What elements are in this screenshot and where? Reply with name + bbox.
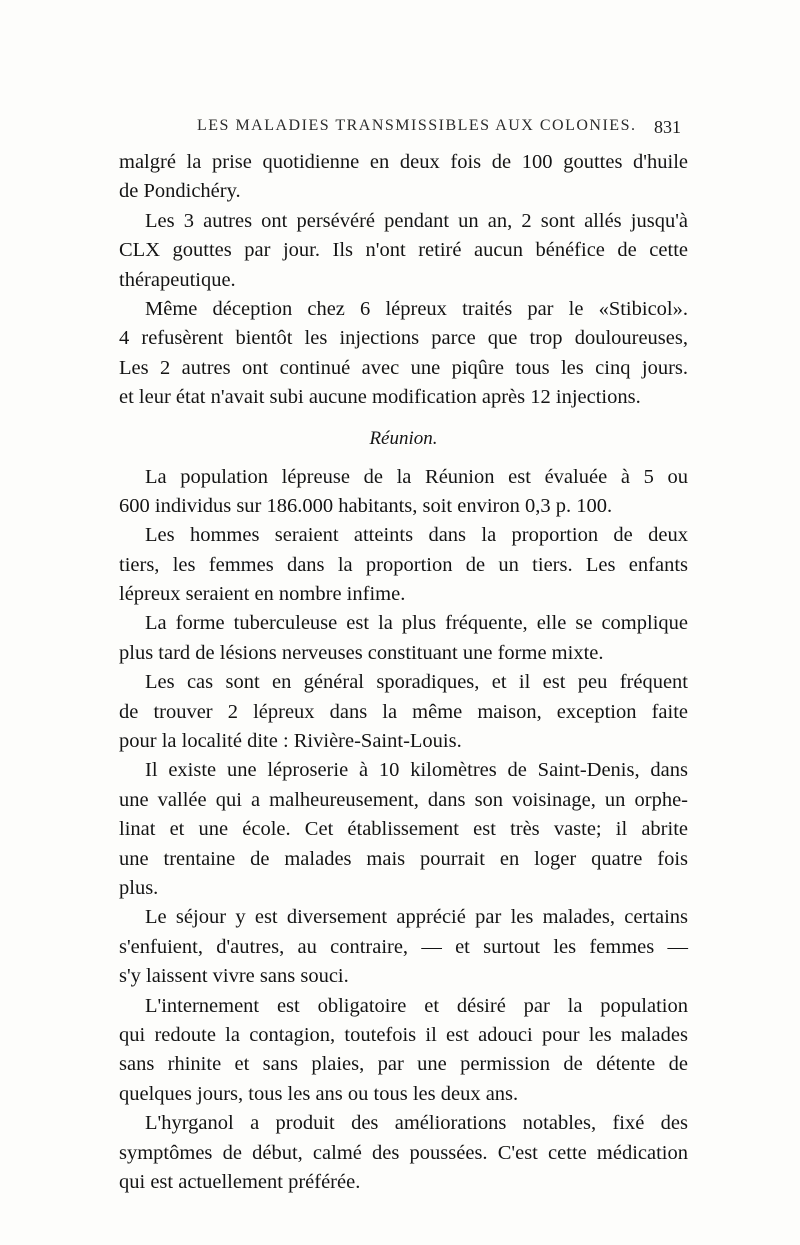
text-line: La forme tuberculeuse est la plus fréquente, elle se complique	[145, 612, 688, 635]
text-line: malgré la prise quotidienne en deux fois de 100 gouttes d'huile	[119, 151, 688, 173]
text-line: 600 individus sur 186.000 habitants, soit environ 0,3 p. 100.	[119, 494, 613, 517]
text-line: Les cas sont en général sporadiques, et il est peu fréquent	[145, 671, 688, 694]
text-line: tiers, les femmes dans la proportion de un tiers. Les enfants	[119, 553, 688, 576]
text-line: et leur état n'avait subi aucune modification après 12 injections.	[119, 386, 641, 409]
body-text	[119, 148, 688, 1197]
page-number: 831	[654, 117, 681, 137]
text-line: Les 2 autres ont continué avec une piqûre tous les cinq jours.	[119, 356, 688, 379]
text-line: qui est actuellement préférée.	[119, 1170, 361, 1193]
text-line: une trentaine de malades mais pourrait en loger quatre fois	[119, 847, 688, 870]
text-line: symptômes de début, calmé des poussées. C'est cette médication	[119, 1141, 688, 1164]
paragraphs-section-reunion	[119, 463, 688, 1198]
text-line: L'hyrganol a produit des améliorations notables, fixé des	[145, 1112, 688, 1135]
text-line: sans rhinite et sans plaies, par une permission de détente de	[119, 1053, 688, 1076]
text-line: Même déception chez 6 lépreux traités par le «Stibicol».	[145, 297, 688, 320]
text-line: Les 3 autres ont persévéré pendant un an, 2 sont allés jusqu'à	[145, 209, 688, 232]
text-line: lépreux seraient en nombre infime.	[119, 583, 406, 606]
text-line: CLX gouttes par jour. Ils n'ont retiré aucun bénéfice de cette	[119, 239, 688, 262]
text-line: thérapeutique.	[119, 268, 236, 291]
running-title: LES MALADIES TRANSMISSIBLES AUX COLONIES.	[197, 117, 637, 134]
running-header	[119, 117, 681, 143]
text-line: plus tard de lésions nerveuses constituant une forme mixte.	[119, 641, 604, 664]
text-line: de Pondichéry.	[119, 180, 241, 203]
text-line: 4 refusèrent bientôt les injections parce que trop douloureuses,	[119, 327, 688, 350]
text-line: qui redoute la contagion, toutefois il est adouci pour les malades	[119, 1023, 688, 1046]
text-line: La population lépreuse de la Réunion est évaluée à 5 ou	[145, 465, 688, 488]
text-line: de trouver 2 lépreux dans la même maison, exception faite	[119, 700, 688, 723]
text-line: linat et une école. Cet établissement est très vaste; il abrite	[119, 818, 688, 841]
text-line: s'enfuient, d'autres, au contraire, — et surtout les femmes —	[119, 935, 688, 958]
text-line: Le séjour y est diversement apprécié par les malades, certains	[145, 906, 688, 929]
paragraphs-before-section	[119, 148, 688, 413]
text-line: plus.	[119, 876, 159, 899]
text-line: une vallée qui a malheureusement, dans son voisinage, un orphe-	[119, 788, 688, 811]
text-line: s'y laissent vivre sans souci.	[119, 965, 349, 988]
text-line: L'internement est obligatoire et désiré par la population	[145, 994, 688, 1017]
text-line: quelques jours, tous les ans ou tous les deux ans.	[119, 1082, 519, 1105]
text-line: Les hommes seraient atteints dans la proportion de deux	[145, 524, 688, 547]
section-heading: Réunion.	[369, 427, 438, 449]
text-line: pour la localité dite : Rivière-Saint-Louis.	[119, 730, 462, 753]
text-line: Il existe une léproserie à 10 kilomètres de Saint-Denis, dans	[145, 759, 688, 782]
